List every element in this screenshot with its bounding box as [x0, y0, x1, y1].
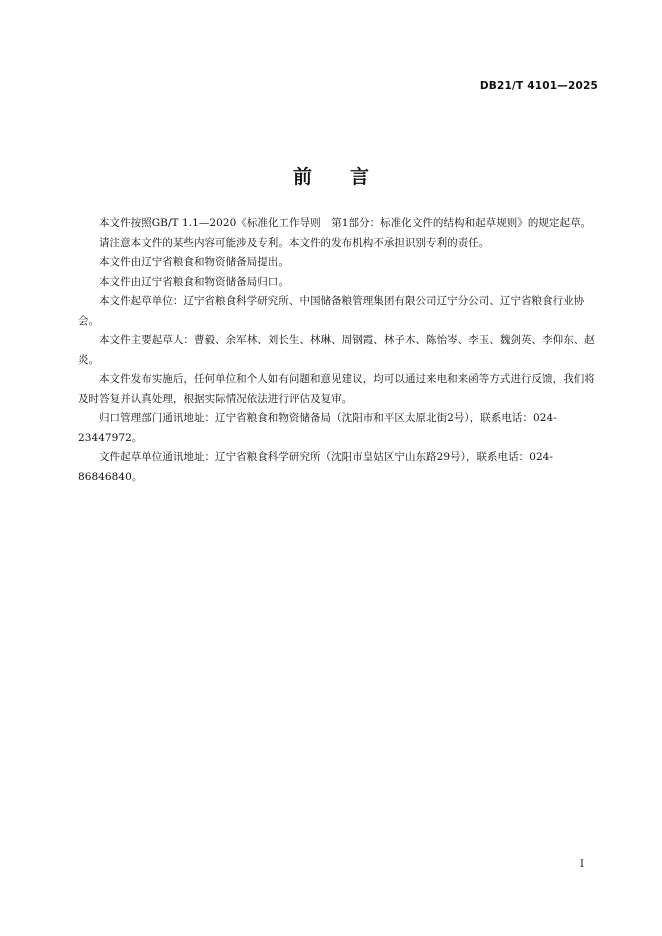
paragraph-proposed-by: 本文件由辽宁省粮食和物资储备局提出。 — [99, 256, 289, 268]
paragraph-management-address: 归口管理部门通讯地址：辽宁省粮食和物资储备局（沈阳市和平区太原北街2号），联系电话：024-23447972。 — [78, 412, 557, 444]
paragraph-drafters: 本文件主要起草人：曹毅、余军林、刘长生、林琳、周钢霞、林子木、陈怡岑、李玉、魏剑英、李仰东、赵炎。 — [78, 334, 595, 366]
foreword-body — [78, 214, 598, 487]
paragraph-drafting-units: 本文件起草单位：辽宁省粮食科学研究所、中国储备粮管理集团有限公司辽宁分公司、辽宁省粮食行业协会。 — [78, 295, 585, 327]
paragraph-patent-notice: 请注意本文件的某些内容可能涉及专利。本文件的发布机构不承担识别专利的责任。 — [99, 236, 490, 249]
paragraph-drafting-address: 文件起草单位通讯地址：辽宁省粮食科学研究所（沈阳市皇姑区宁山东路29号），联系电话：024-86846840。 — [78, 451, 553, 483]
paragraph-centralized-by: 本文件由辽宁省粮食和物资储备局归口。 — [99, 275, 289, 288]
paragraph-drafting-rules: 本文件按照GB/T 1.1—2020《标准化工作导则 第1部分：标准化文件的结构和起草规则》的规定起草。 — [99, 217, 592, 229]
page-number: I — [580, 859, 584, 870]
page-title: 前 言 — [292, 166, 369, 188]
document-code: DB21/T 4101—2025 — [479, 80, 598, 92]
paragraph-feedback: 本文件发布实施后，任何单位和个人如有问题和意见建议，均可以通过来电和来函等方式进行反馈，我们将及时答复并认真处理，根据实际情况依法进行评估及复审。 — [78, 373, 595, 405]
